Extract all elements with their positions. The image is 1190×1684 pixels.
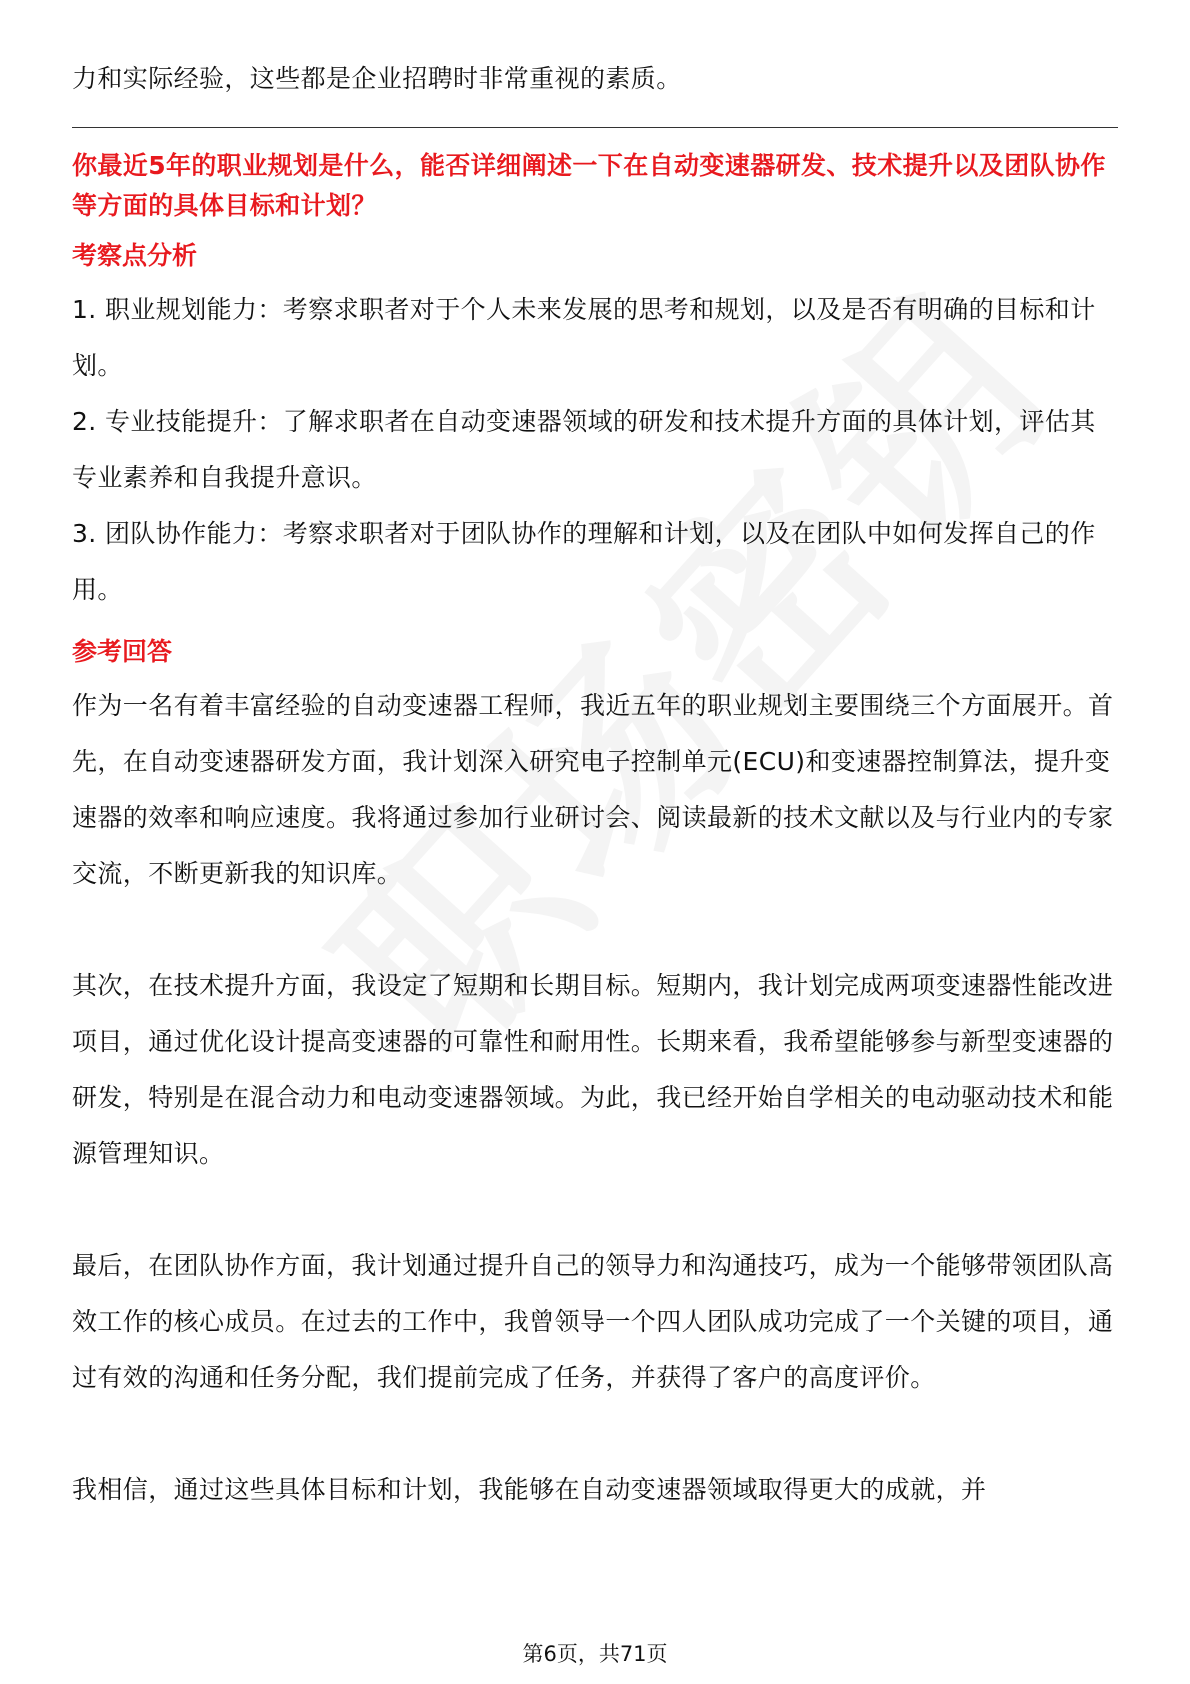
analysis-item: 1. 职业规划能力：考察求职者对于个人未来发展的思考和规划，以及是否有明确的目标和计划。 [72, 295, 1096, 380]
answer-body [72, 678, 1118, 1518]
answer-paragraph: 我相信，通过这些具体目标和计划，我能够在自动变速器领域取得更大的成就，并 [72, 1475, 987, 1504]
answer-paragraph: 最后，在团队协作方面，我计划通过提升自己的领导力和沟通技巧，成为一个能够带领团队高效工作的核心成员。在过去的工作中，我曾领导一个四人团队成功完成了一个关键的项目，通过有效的沟通和任务分配，我们提前完成了任务，并获得了客户的高度评价。 [72, 1251, 1114, 1392]
page-number: 第6页，共71页 [522, 1642, 668, 1666]
answer-paragraph: 作为一名有着丰富经验的自动变速器工程师，我近五年的职业规划主要围绕三个方面展开。首先，在自动变速器研发方面，我计划深入研究电子控制单元(ECU)和变速器控制算法，提升变速器的效率和响应速度。我将通过参加行业研讨会、阅读最新的技术文献以及与行业内的专家交流，不断更新我的知识库。 [72, 691, 1114, 888]
analysis-item: 3. 团队协作能力：考察求职者对于团队协作的理解和计划，以及在团队中如何发挥自己的作用。 [72, 519, 1096, 604]
continuation-text: 力和实际经验，这些都是企业招聘时非常重视的素质。 [72, 64, 682, 93]
analysis-list [72, 282, 1118, 618]
analysis-heading: 考察点分析 [72, 241, 198, 270]
answer-paragraph: 其次，在技术提升方面，我设定了短期和长期目标。短期内，我计划完成两项变速器性能改进项目，通过优化设计提高变速器的可靠性和耐用性。长期来看，我希望能够参与新型变速器的研发，特别是在混合动力和电动变速器领域。为此，我已经开始自学相关的电动驱动技术和能源管理知识。 [72, 971, 1114, 1168]
section-divider [72, 127, 1118, 128]
page-content [72, 50, 1118, 1518]
answer-heading: 参考回答 [72, 637, 173, 666]
analysis-item: 2. 专业技能提升：了解求职者在自动变速器领域的研发和技术提升方面的具体计划，评估其专业素养和自我提升意识。 [72, 407, 1096, 492]
question-heading: 你最近5年的职业规划是什么，能否详细阐述一下在自动变速器研发、技术提升以及团队协作等方面的具体目标和计划？ [72, 151, 1106, 220]
